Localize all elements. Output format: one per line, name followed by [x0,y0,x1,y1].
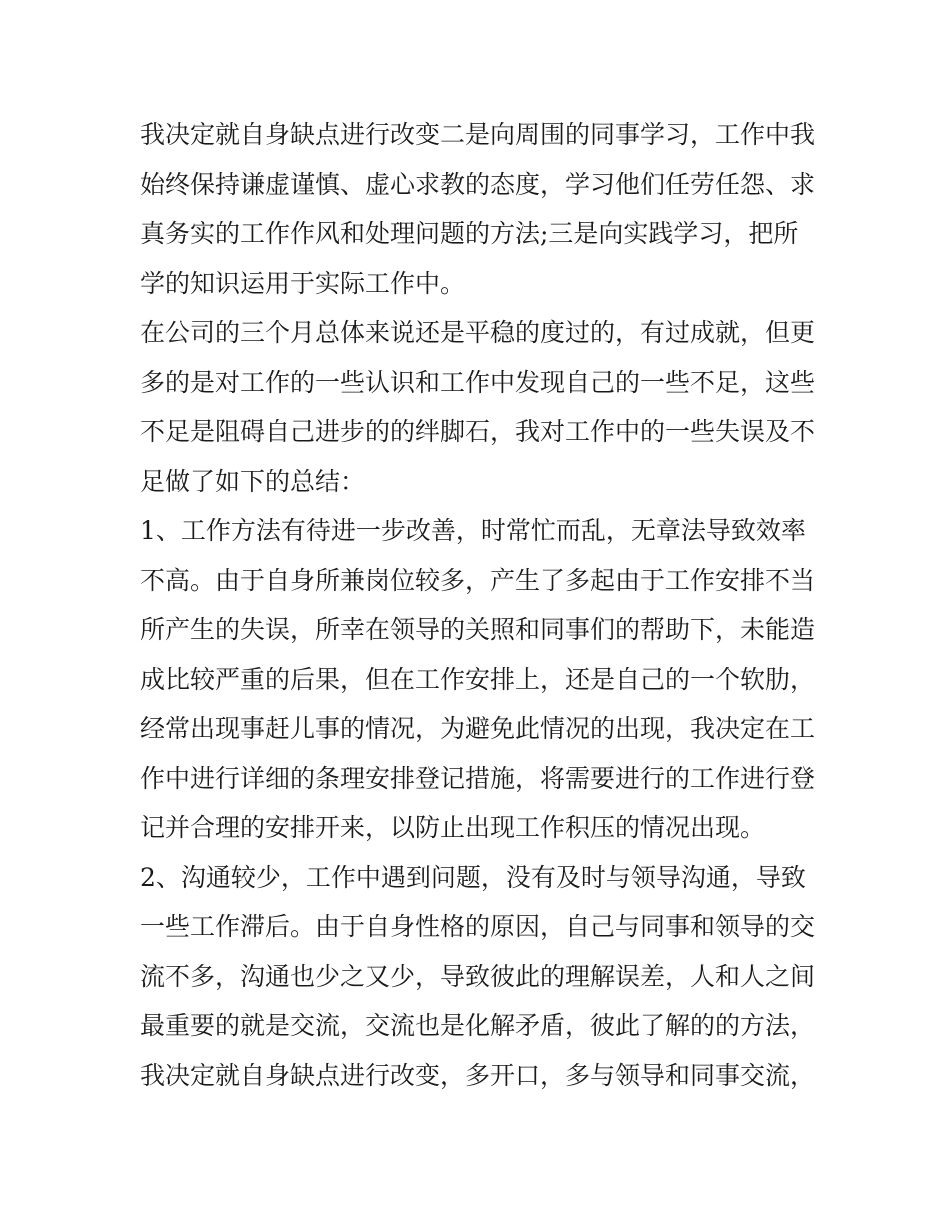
text-line: 1、工作方法有待进一步改善，时常忙而乱，无章法导致效率 [140,516,806,545]
text-line: 足做了如下的总结： [140,466,366,496]
text-line: 在公司的三个月总体来说还是平稳的度过的，有过成就，但更 [140,318,816,347]
text-line: 经常出现事赶儿事的情况，为避免此情况的出现，我决定在工 [140,714,816,743]
text-line: 最重要的就是交流，交流也是化解矛盾，彼此了解的的方法， [140,1011,816,1040]
text-line: 成比较严重的后果，但在工作安排上，还是自己的一个软肋， [140,664,816,694]
text-line: 学的知识运用于实际工作中。 [140,268,466,298]
text-line: 一些工作滞后。由于自身性格的原因，自己与同事和领导的交 [140,912,816,941]
text-line: 流不多，沟通也少之又少，导致彼此的理解误差，人和人之间 [140,961,816,991]
document-body [140,110,820,1100]
text-line: 记并合理的安排开来，以防止出现工作积压的情况出现。 [140,813,766,842]
text-line: 所产生的失误，所幸在领导的关照和同事们的帮助下，未能造 [140,615,816,644]
text-line: 我决定就自身缺点进行改变，多开口，多与领导和同事交流， [140,1060,816,1090]
text-line: 真务实的工作作风和处理问题的方法;三是向实践学习，把所 [140,219,799,248]
text-line: 始终保持谦虚谨慎、虚心求教的态度，学习他们任劳任怨、求 [140,169,816,199]
text-line: 作中进行详细的条理安排登记措施，将需要进行的工作进行登 [140,763,816,793]
text-line: 不足是阻碍自己进步的的绊脚石，我对工作中的一些失误及不 [140,417,816,446]
text-line: 不高。由于自身所兼岗位较多，产生了多起由于工作安排不当 [140,565,816,595]
text-line: 多的是对工作的一些认识和工作中发现自己的一些不足，这些 [140,367,816,397]
text-line: 2、沟通较少，工作中遇到问题，没有及时与领导沟通，导致 [140,862,806,892]
text-line: 我决定就自身缺点进行改变二是向周围的同事学习，工作中我 [140,120,816,149]
